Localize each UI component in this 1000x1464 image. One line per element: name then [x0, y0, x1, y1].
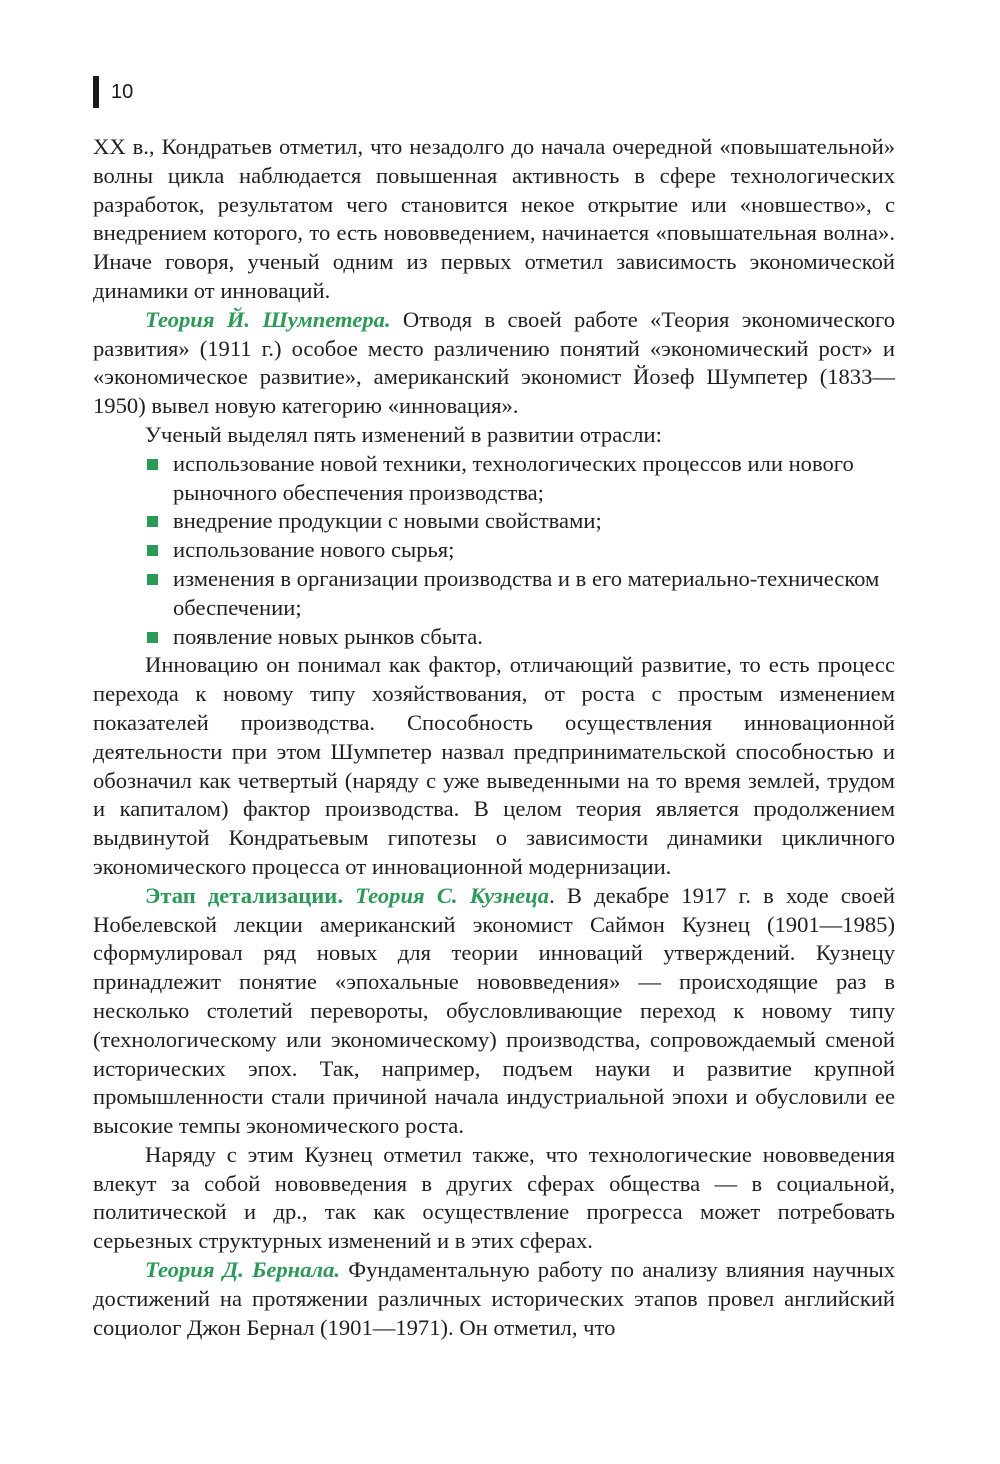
page-body — [93, 133, 895, 1342]
paragraph-kuznets-text: . В декабре 1917 г. в ходе своей Нобелевской лекции американский экономист Саймон Кузнец (1901—1985) сформулировал ряд новых для теории инноваций утверждений. Кузнецу принадлежит понятие «эпохальные нововведения» — происходящие раз в несколько столетий перевороты, обусловливающие переход к новому типу (технологическому или экономическому) производства, сопровождаемый сменой исторических эпох. Так, например, подъем науки и развитие крупной промышленности стали причиной начала индустриальной эпохи и обусловили ее высокие темпы экономического роста. — [93, 882, 895, 1139]
paragraph-bernal — [93, 1256, 895, 1342]
list-item — [173, 623, 895, 652]
heading-bernal-theory: Теория Д. Бернала. — [145, 1257, 341, 1283]
paragraph-bernal-text: Фундаментальную работу по анализу влияния научных достижений на протяжении различных исторических этапов провел английский социолог Джон Бернал (1901—1971). Он отметил, что — [93, 1257, 895, 1340]
heading-kuznets-theory: Теория С. Кузнеца — [355, 882, 550, 908]
list-item-text: появление новых рынков сбыта. — [173, 623, 483, 649]
page-number-block — [93, 76, 133, 108]
list-item — [173, 565, 895, 623]
list-item-text: использование нового сырья; — [173, 537, 455, 563]
list-item-text: внедрение продукции с новыми свойствами; — [173, 508, 602, 534]
page-number: 10 — [111, 80, 134, 103]
square-bullet-icon — [147, 516, 158, 527]
list-item-text: использование новой техники, технологических процессов или нового рыночного обеспечения производства; — [173, 450, 854, 505]
paragraph-schumpeter — [93, 306, 895, 421]
paragraph-innovation-factor: Инновацию он понимал как фактор, отличающий развитие, то есть процесс перехода к новому типу хозяйствования, от роста с простым изменением показателей производства. Способность осуществления инновационной деятельности при этом Шумпетер назвал предпринимательской способностью и обозначил как четвертый (наряду с уже выведенными на то время землей, трудом и капиталом) фактор производства. В целом теория является продолжением выдвинутой Кондратьевым гипотезы о зависимости динамики цикличного экономического процесса от инновационной модернизации. — [93, 652, 895, 879]
paragraph-kuznets — [93, 882, 895, 1141]
square-bullet-icon — [147, 459, 158, 470]
list-item — [173, 536, 895, 565]
heading-schumpeter-theory: Теория Й. Шумпетера. — [145, 306, 391, 332]
list-item — [173, 507, 895, 536]
five-changes-list — [93, 450, 895, 652]
square-bullet-icon — [147, 574, 158, 585]
paragraph-kuznets-continued: Наряду с этим Кузнец отметил также, что технологические нововведения влекут за собой нововведения в других сферах общества — в социальной, политической и др., так как осуществление прогресса может потребовать серьезных структурных изменений и в этих сферах. — [93, 1141, 895, 1254]
paragraph-schumpeter-text: Отводя в своей работе «Теория экономического развития» (1911 г.) особое место различению понятий «экономический рост» и «экономическое развитие», американский экономист Йозеф Шумпетер (1833—1950) вывел новую категорию «инновация». — [93, 306, 896, 419]
list-item-text: изменения в организации производства и в его материально-техническом обеспечении; — [173, 565, 880, 620]
heading-detailing-stage: Этап детализации. — [145, 882, 343, 908]
paragraph-five-changes-intro: Ученый выделял пять изменений в развитии отрасли: — [145, 421, 662, 447]
page-number-bar — [93, 76, 99, 108]
paragraph-kondratiev-continuation: XX в., Кондратьев отметил, что незадолго до начала очередной «повышательной» волны цикла наблюдается повышенная активность в сфере технологических разработок, результатом чего становится некое открытие или «новшество», с внедрением которого, то есть нововведением, начинается «повышательная волна». Иначе говоря, ученый одним из первых отметил зависимость экономической динамики от инноваций. — [93, 134, 895, 303]
square-bullet-icon — [147, 545, 158, 556]
list-item — [173, 450, 895, 508]
square-bullet-icon — [147, 632, 158, 643]
